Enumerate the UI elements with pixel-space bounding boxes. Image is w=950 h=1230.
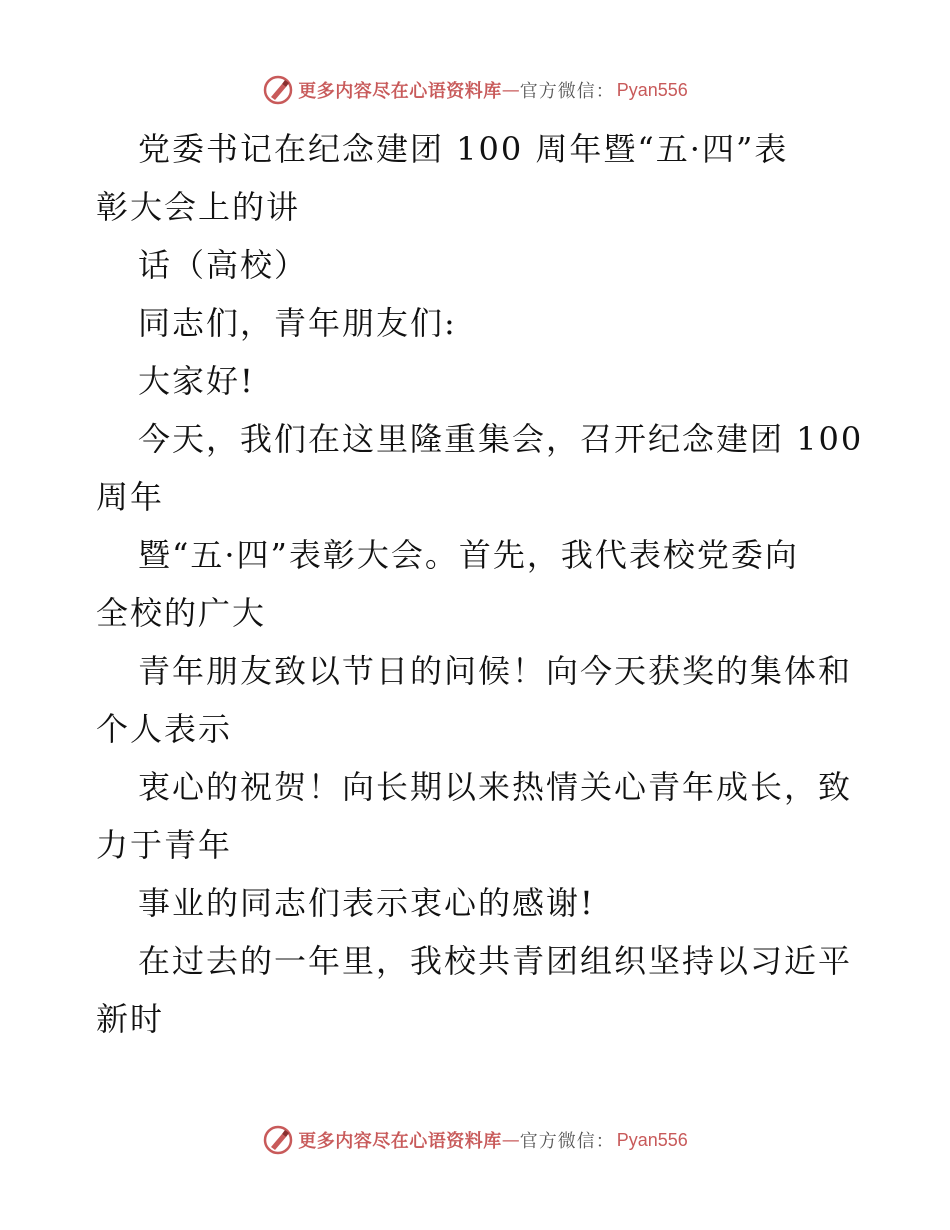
document-body [96, 120, 866, 1048]
banner-main-text: 更多内容尽在心语资料库 [298, 81, 502, 102]
paragraph-line: 个人表示 [96, 710, 233, 748]
paragraph-line: 新时 [96, 1000, 165, 1038]
header-banner [0, 70, 950, 110]
salutation-line: 同志们，青年朋友们: [138, 304, 457, 342]
title-line-3: 话（高校） [138, 246, 309, 284]
paragraph-line: 衷心的祝贺！向长期以来热情关心青年成长，致 [138, 768, 853, 806]
banner-wechat-id: Pyan556 [616, 79, 688, 100]
paragraph-line: 在过去的一年里，我校共青团组织坚持以习近平 [138, 942, 853, 980]
paragraph-line: 全校的广大 [96, 594, 267, 632]
banner-main-text: 更多内容尽在心语资料库 [298, 1131, 502, 1152]
banner-dash: — [501, 79, 520, 101]
paragraph-line: 今天，我们在这里隆重集会，召开纪念建团 100 [138, 420, 864, 458]
paragraph-line: 暨“五·四”表彰大会。首先，我代表校党委向 [138, 536, 799, 574]
paragraph-line: 周年 [96, 478, 165, 516]
banner-wechat-label: 官方微信： [519, 1131, 615, 1152]
paragraph-line: 青年朋友致以节日的问候！向今天获奖的集体和 [138, 652, 853, 690]
footer-banner [0, 1120, 950, 1160]
paragraph-line: 事业的同志们表示衷心的感谢! [138, 884, 595, 922]
title-line-2: 彰大会上的讲 [96, 188, 301, 226]
banner-wechat-id: Pyan556 [616, 1129, 688, 1150]
pen-logo-icon [262, 1124, 294, 1156]
banner-dash: — [501, 1129, 520, 1151]
greeting-line: 大家好! [138, 362, 255, 400]
title-line-1: 党委书记在纪念建团 100 周年暨“五·四”表 [138, 130, 789, 168]
pen-logo-icon [262, 74, 294, 106]
banner-wechat-label: 官方微信： [519, 81, 615, 102]
paragraph-line: 力于青年 [96, 826, 233, 864]
